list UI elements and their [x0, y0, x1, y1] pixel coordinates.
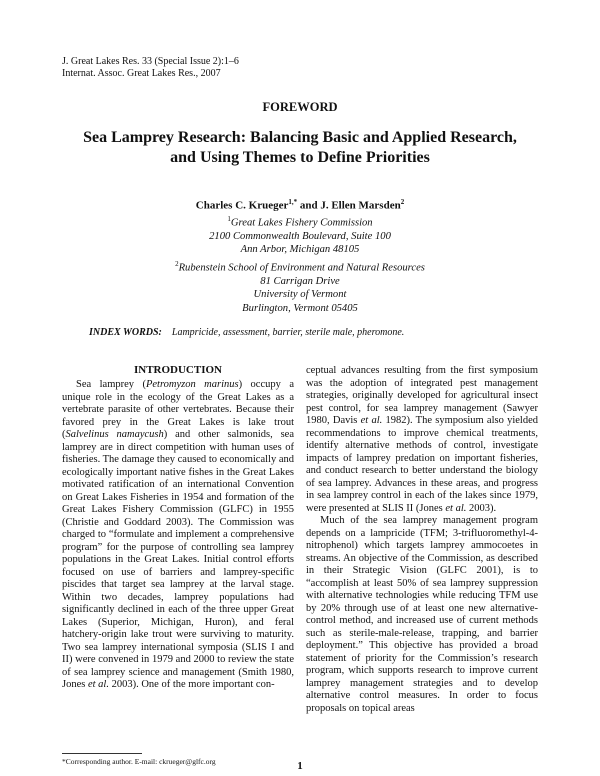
right-paragraph-1: ceptual advances resulting from the first symposium was the adoption of integrated pest management strategies, originally developed for agricultural insect pest control, for sea lamprey management (Sawyer 1980, Davis et al. 1982). The symposium also yielded recommendations to improve chemical treatments, identify alternative methods of control, investigate impacts of lamprey predation on important fisheries, and conduct research to better understand the biology of sea lamprey. Advances in these areas, and progress in sea lamprey control in each of the lakes since 1979, were presented at SLIS II (Jones et al. 2003). — [306, 365, 538, 514]
right-paragraph-2: Much of the sea lamprey management program depends on a lampricide (TFM; 3-trifluoromethyl-4-nitrophenol) which targets lamprey ammocoetes in streams. An objective of the Commission, as described in their Strategic Vision (GLFC 2001), is to “accomplish at least 50% of sea lamprey suppression with alternative technologies while reducing TFM use by 20% through use of at least one new alternative-control method, and increased use of current methods such as sterile-male-release, trapping, and barrier deployment.” This objective has provided a broad statement of priority for the Commission’s research program, which supports research to improve current lamprey management strategies and to develop alternative control measures. In order to focus proposals on topical areas — [306, 515, 538, 714]
right-column — [306, 365, 538, 715]
affiliation-2 — [0, 258, 600, 315]
affiliation-2-org: Rubenstein School of Environment and Natural Resources — [178, 262, 425, 274]
left-column — [62, 379, 294, 692]
intro-paragraph-1: Sea lamprey (Petromyzon marinus) occupy a unique role in the ecology of the Great Lakes as a vertebrate parasite of other vertebrates. Because their favored prey in the Great Lakes is lake trout (Salvelinus namaycush) and other salmonids, sea lamprey are in direct competition with human uses of fisheries. The damage they caused to economically and ecologically important native fishes in the Great Lakes motivated ratification of an international Convention on Great Lakes Fisheries in 1954 and formation of the Great Lakes Fishery Commission (GLFC) in 1955 (Christie and Goddard 2003). The Commission was charged to “formulate and implement a comprehensive program” for the purpose of controlling sea lamprey populations in the Great Lakes. Initial control efforts focused on use of barriers and lamprey-specific piscides that target sea lamprey at the larval stage. Within two decades, lamprey populations had significantly declined in each of the three upper Great Lakes (Superior, Michigan, Huron), and feral hatchery-origin lake trout were surviving to maturity. Two sea lamprey international symposia (SLIS I and II) were convened in 1979 and 2000 to review the state of sea lamprey science and management (Smith 1980, Jones et al. 2003). One of the more important con- — [62, 379, 294, 690]
affiliation-2-street: 81 Carrigan Drive — [260, 275, 340, 287]
journal-line-2: Internat. Assoc. Great Lakes Res., 2007 — [62, 68, 221, 79]
affiliation-1-org: Great Lakes Fishery Commission — [230, 217, 373, 229]
footnote-rule — [62, 753, 142, 754]
affiliation-1-city: Ann Arbor, Michigan 48105 — [240, 244, 360, 256]
author-1-mark: 1,* — [288, 198, 298, 206]
author-2-mark: 2 — [400, 198, 405, 206]
affiliation-1 — [0, 213, 600, 257]
author-list — [0, 198, 600, 212]
species-name-2: Salvelinus namaycush — [65, 429, 164, 440]
index-words — [89, 327, 404, 338]
author-2: J. Ellen Marsden — [320, 199, 401, 212]
affiliation-2-university: University of Vermont — [253, 289, 347, 301]
section-heading-introduction: INTRODUCTION — [133, 364, 222, 376]
journal-line-1: J. Great Lakes Res. 33 (Special Issue 2):1–6 — [62, 56, 239, 67]
corresponding-author-footnote: *Corresponding author. E-mail: ckrueger@glfc.org — [62, 757, 216, 766]
affiliation-2-mark: 2 — [175, 260, 179, 268]
article-title — [40, 128, 560, 168]
title-line-1: Sea Lamprey Research: Balancing Basic and Applied Research, — [83, 129, 517, 146]
title-line-2: and Using Themes to Define Priorities — [170, 149, 430, 166]
foreword-label: FOREWORD — [262, 100, 338, 114]
index-words-label: INDEX WORDS: — [89, 327, 162, 338]
affiliation-1-mark: 1 — [227, 215, 231, 223]
page-number: 1 — [297, 760, 303, 772]
index-words-text: Lampricide, assessment, barrier, sterile male, pheromone. — [171, 327, 405, 338]
author-1: Charles C. Krueger — [195, 199, 289, 212]
affiliation-2-city: Burlington, Vermont 05405 — [242, 302, 358, 314]
journal-citation — [62, 56, 239, 80]
author-conjunction: and — [297, 199, 321, 212]
species-name: Petromyzon marinus — [145, 379, 239, 390]
affiliation-1-street: 2100 Commonwealth Boulevard, Suite 100 — [209, 230, 391, 242]
